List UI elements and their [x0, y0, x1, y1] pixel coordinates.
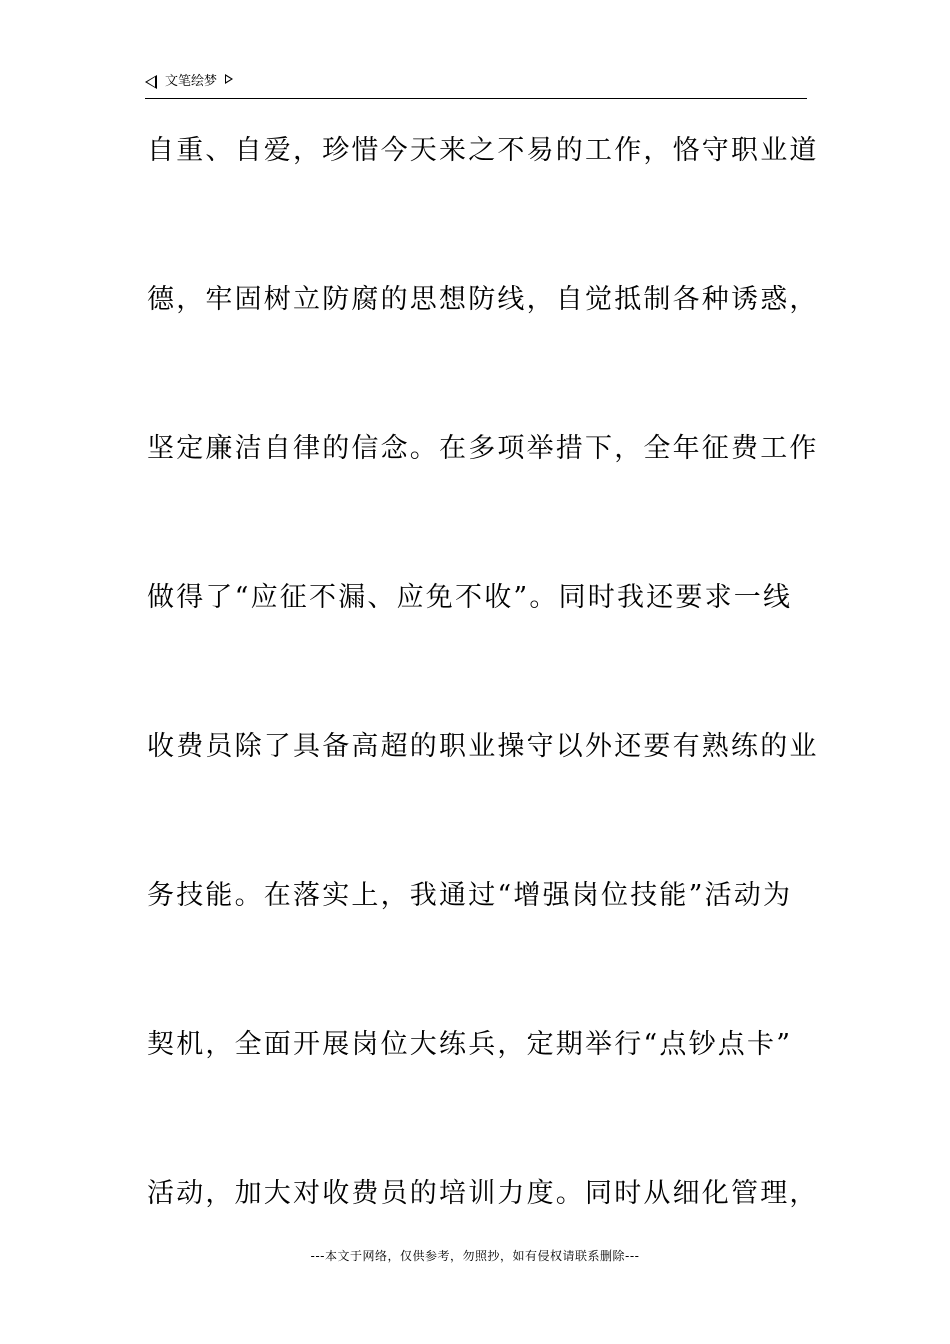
body-line: 务技能。在落实上，我通过“增强岗位技能”活动为: [147, 880, 793, 911]
header-title: 文笔绘梦: [165, 74, 218, 89]
body-line: 坚定廉洁自律的信念。在多项举措下，全年征费工作: [147, 433, 819, 464]
triangle-left-icon: [145, 75, 157, 89]
body-line: 德，牢固树立防腐的思想防线，自觉抵制各种诱惑，: [147, 284, 819, 315]
body-line: 自重、自爱，珍惜今天来之不易的工作，恪守职业道: [147, 135, 819, 166]
document-body: [147, 128, 819, 1320]
body-line: 活动，加大对收费员的培训力度。同时从细化管理，: [147, 1178, 819, 1209]
body-line: 收费员除了具备高超的职业操守以外还要有熟练的业: [147, 731, 819, 762]
triangle-right-icon: [225, 74, 233, 84]
footer-notice: ---本文于网络，仅供参考，勿照抄，如有侵权请联系删除---: [310, 1249, 640, 1263]
header-content: [145, 74, 233, 90]
body-line: 契机，全面开展岗位大练兵，定期举行“点钞点卡”: [147, 1029, 793, 1060]
body-line: 做得了“应征不漏、应免不收”。同时我还要求一线: [147, 582, 793, 613]
page-header: [145, 72, 807, 99]
